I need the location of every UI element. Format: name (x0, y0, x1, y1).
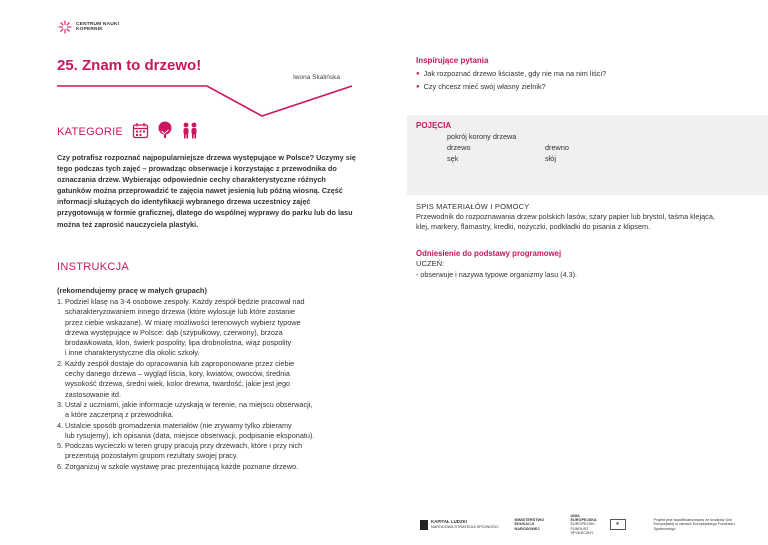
question-item: ● Jak rozpoznać drzewo liściaste, gdy nie ma na nim liści? (416, 68, 606, 81)
step-text: Ustal z uczniami, jakie informacje uzyskają w terenie, na miejscu obserwacji, a które zaczerpną z przewodnika. (65, 399, 313, 420)
question-item: ● Czy chcesz mieć swój własny zielnik? (416, 81, 606, 94)
footer-logos (420, 514, 754, 535)
page-title: 25. Znam to drzewo! (57, 57, 202, 74)
step-number: 6. (57, 461, 64, 471)
step-number: 1. (57, 297, 64, 306)
odniesienie-uczen: UCZEŃ: (416, 259, 445, 268)
logo-text (76, 22, 119, 32)
step-item (57, 462, 357, 472)
step-item (57, 297, 357, 359)
step-number: 5. (57, 441, 64, 451)
instrukcja-heading: INSTRUKCJA (57, 261, 130, 273)
logo-line-1: CENTRUM NAUKI (76, 22, 120, 27)
funding-note: Projekt jest współfinansowany ze środków Unii Europejskiej w ramach Europejskiego Funduszu Społecznego (653, 518, 735, 531)
step-text: Zorganizuj w szkole wystawę prac prezentującą każde poznane drzewo. (65, 461, 299, 471)
eu-flag-icon: ★ (610, 519, 626, 530)
step-item (57, 359, 357, 400)
kategorie-heading: KATEGORIE (57, 126, 124, 138)
logo-line-2: KOPERNIK (76, 27, 103, 32)
calendar-icon (130, 120, 150, 140)
step-text: Ustalcie sposób gromadzenia materiałów (nie zrywamy tylko zbieramy lub rysujemy), ich opisania (data, miejsce obserwacji, podpisanie eksponatu). (65, 420, 315, 440)
step-number: 4. (57, 420, 64, 430)
kapital-ludzki-sub: NARODOWA STRATEGIA SPÓJNOŚCI (431, 524, 499, 529)
step-text: Podziel klasę na 3-4 osobowe zespoły. Każdy zespół będzie pracował nad scharakteryzowaniem innego drzewa (które wylosuje lub które zostanie przez ciebie wskazane). W miarę możliwości terenowych wybierz typowe drzewa występujące w Polsce: dąb (szypułkowy, czerwony), brzoza brodawkowata, klon, świerk pospolity, lipa drobnolistna, wiąz pospolity i inne charakterystyczne dla okolic szkoły. (65, 297, 305, 358)
inspirujace-heading: Inspirujące pytania (416, 56, 489, 65)
step-item (57, 400, 357, 421)
step-text: Każdy zespół dostaje do opracowania lub zaproponowane przez ciebie cechy danego drzewa – wygląd liścia, kory, kwiatów, owoców, średnia wysokość drzewa, średni wiek, kolor drewna, twardość, jakie jest jego zastosowanie itd. (65, 358, 295, 399)
ue-sub: EUROPEJSKI FUNDUSZ SPOŁECZNY (570, 522, 595, 535)
logo (58, 20, 119, 34)
step-number: 2. (57, 358, 64, 368)
tree-icon (155, 120, 175, 140)
header-divider-line (57, 72, 352, 122)
kategorie-icons (130, 120, 200, 140)
intro-paragraph: Czy potrafisz rozpoznać najpopularniejsze drzewa występujące w Polsce? Uczymy się tego podczas tych zajęć – prowadząc obserwacje i korzystając z przewodnika do oznaczania drzew. Wybierając odpowiednie cechy charakterystyczne różnych gatunków można przeprowadzić te zajęcia nawet jesienią lub późną wiosną. Część informacji służących do identyfikacji wybranego drzewa uczestnicy zajęć przygotowują w formie graficznej, dlatego do wspólnej wyprawy do parku lub do lasu można też zaprosić nauczyciela plastyki. (57, 153, 356, 229)
pojecia-heading: POJĘCIA (416, 121, 452, 130)
ministerstwo-name: MINISTERSTWO EDUKACJI NARODOWEJ (514, 518, 545, 531)
kapital-ludzki-icon (420, 520, 428, 530)
step-item (57, 441, 357, 462)
people-icon (180, 120, 200, 140)
spis-text: Przewodnik do rozpoznawania drzew polskich lasów, szary papier lub brystol, taśma klejąca, klej, markery, flamastry, kredki, nożyczki, podkładki do pisania z klipsem. (416, 212, 715, 232)
instrukcja-steps (57, 297, 357, 472)
odniesienie-text: - obserwuje i nazywa typowe organizmy lasu (4.3). (416, 270, 577, 279)
odniesienie-heading: Odniesienie do podstawy programowej (416, 249, 562, 258)
spis-heading: SPIS MATERIAŁÓW I POMOCY (416, 202, 530, 211)
term-pokroj: pokrój korony drzewa (447, 132, 517, 141)
term-sloj: słój (545, 154, 556, 163)
instrukcja-subheading: (rekomendujemy pracę w małych grupach) (57, 286, 207, 295)
term-sek: sęk (447, 154, 459, 163)
kapital-ludzki-logo (420, 520, 499, 530)
step-text: Podczas wycieczki w teren grupy pracują przy drzewach, które i przy nich prezentują pozostałym grupom rezultaty swojej pracy. (65, 441, 303, 461)
term-drewno: drewno (545, 143, 569, 152)
ministerstwo-logo (515, 518, 555, 531)
author: Iwona Skalińska (293, 74, 340, 81)
term-drzewo: drzewo (447, 143, 471, 152)
step-number: 3. (57, 399, 64, 409)
ue-logo (571, 514, 626, 535)
step-item (57, 421, 357, 442)
kapital-ludzki-name: KAPITAŁ LUDZKI (431, 519, 468, 525)
logo-icon (58, 20, 72, 34)
pojecia-box (407, 115, 768, 195)
ue-name: UNIA EUROPEJSKA (570, 514, 597, 523)
inspirujace-list (416, 68, 606, 94)
